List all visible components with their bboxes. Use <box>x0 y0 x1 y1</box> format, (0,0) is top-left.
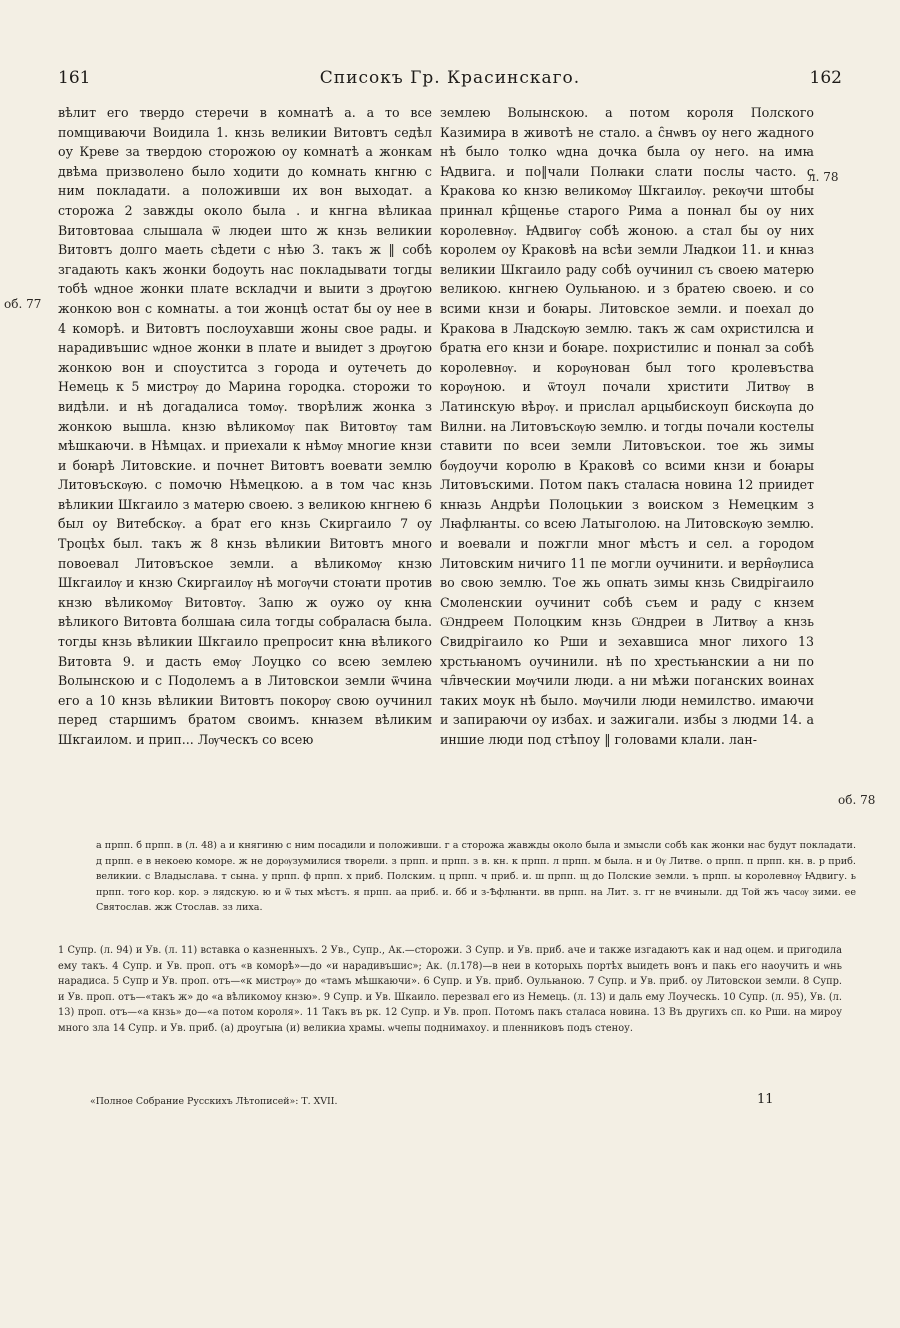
margin-note-right-top: л. 78 <box>808 170 839 184</box>
footnotes <box>58 943 842 1037</box>
right-column-text: землею Волынскою. а потом короля Полского Казимира в животѣ не стало. а с̑нѡвъ оу него жадного нѣ было толко ѡдна дочка была оу него. на имꙗ Ꙗдвига. и по‖чали Полꙗки слати послы часто. с Кракова ко кнзю великомѹ Шкгаилѹ. рекѹчи штобы принꙗл кр̑щенье старого Рима а понꙗл бы оу них королевнѹ. Ꙗдвигѹ собѣ жоною. а стал бы оу них королем оу Краковѣ на всѣи земли Лꙗдкои 11. и кнꙗз великии Шкгаило раду собѣ оучинил съ своею матерю великою. кнгнею Оульꙗною. и з братею своею. и со всими кнзи и боꙗры. Литовское земли. и поехал до Кракова в Лꙗдскѹю землю. такъ ж сам охристилсꙗ и братꙗ его кнзи и боꙗре. похристилис и понꙗл за собѣ королевнѹ. и корѹнован был того кролевъства корѹною. и ѿтоул почали христити Литвѹ в Латинскую вѣрѹ. и прислал арцыбискоуп бискѹпа до Вилни. на Литовъскѹю землю. и тогды почали костелы ставити по всеи земли Литовъскои. тое жь зимы бѹдоучи королю в Краковѣ со всими кнзи и боꙗры Литовъскими. Потом пакъ сталасꙗ новина 12 приидет кнꙗзь Андрѣи Полоцькии з воиском з Немецким з Лꙗфлꙗнты. со всею Латыголою. на Литовскѹю землю. и воевали и пожгли мног мѣстъ и сел. а городом Литовским ничиго 11 пе могли оучинити. и верн̑ѹлиса во свою землю. Тое жь опꙗть зимы кнзь Свидрігаило Смоленскии оучинит собѣ съем и раду с кнзем Ѡндреем Полоцким кнзь Ѡндреи в Литвѹ а кнзь Свидрігаило ко Рши и зехавшиса мног лихого 13 хрстьꙗномъ оучинили. нѣ по хрестьꙗнскии а ни по чл̑вческии мѹчили люди. а ни мѣжи поганских воинах таких моук нѣ было. мѹчили люди немилство. имаючи и запираючи оу избах. и зажигали. избы з людми 14. а иншие люди под стѣпоу ‖ головами клали. лан- <box>440 105 814 747</box>
margin-note-left: об. 77 <box>4 297 42 311</box>
variant-notes <box>96 838 856 916</box>
page-header <box>58 68 842 92</box>
footnotes-text: 1 Супр. (л. 94) и Ув. (л. 11) вставка о казненныхъ. 2 Ув., Супр., Ак.—сторожи. 3 Супр. и Ув. приб. аче и также изгадаютъ как и над оцем. и пригодила ему такъ. 4 Супр. и Ув. проп. отъ «в коморѣ»—до «и нарадивъшис»; Ак. (л.178)—в неи в которыхь портѣх выидеть вонъ и пакь его наоучить и ѡнь нарадиса. 5 Супр и Ув. проп. отъ—«к мистрѹ» до «тамъ мѣшкаючи». 6 Супр. и Ув. приб. Оульꙗною. 7 Супр. и Ув. приб. оу Литовскои земли. 8 Супр. и Ув. проп. отъ—«такъ ж» до «а вѣликомоу кнзю». 9 Супр. и Ув. Шкаило. перезвал его из Немець. (л. 13) и даль ему Лоуческь. 10 Супр. (л. 95), Ув. (л. 13) проп. отъ—«а кнзь» до—«а потом короля». 11 Такъ въ рк. 12 Супр. и Ув. проп. Потомъ пакъ сталаса новина. 13 Въ другихъ сп. ко Рши. на мироу много зла 14 Супр. и Ув. приб. (а) дроугыꙗ (и) великиа храмы. ѡчепы поднимахоу. и пленниковъ подъ стеноу. <box>58 945 842 1034</box>
left-column-text: вѣлит его твердо стеречи в комнатѣ а. а то все помщиваючи Воидила 1. кнзь великии Витовтъ седѣл оу Креве за твердою сторожою оу комнатѣ а жонкам двѣма призволено было ходити до комнать кнгню с ним покладати. а положивши их вон выходат. а сторожа 2 завжды около была . и кнгна вѣликаа Витовтоваа слышала ѿ людеи што ж кнзь великии Витовтъ долго маеть сѣдети с нѣю 3. такъ ж ‖ собѣ згадають какъ жонки бодоуть нас покладывати тогды тобѣ ѡдное жонки плате вскладчи и выити з дрѹгою жонкою вон с комнаты. а тои жонцѣ остат бы оу нее в 4 коморѣ. и Витовтъ послоухавши жоны свое рады. и нарадивъшис ѡдное жонки в плате и выидет з дрѹгою жонкою вон и споуститса з города и оутечеть до Немець к 5 мистрѹ до Марина городка. сторожи то видѣли. и нѣ догадалиса томѹ. творѣлиж жонка з жонкою вышла. кнзю вѣликомѹ пак Витовтѹ там мѣшкаючи. в Нѣмцах. и приехали к нѣмѹ многие кнзи и боꙗрѣ Литовские. и почнет Витовтъ воевати землю Литовъскѹю. с помочю Нѣмецкою. а в том час кнзь вѣликии Шкгаило з матерю своею. з великою кнгнею 6 был оу Витебскѹ. а брат его кнзь Скиргаило 7 оу Троцѣх был. такъ ж 8 кнзь вѣликии Витовтъ много повоевал Литовъское земли. а вѣликомѹ кнзю Шкгаилѹ и кнзю Скиргаилѹ нѣ могѹчи стоꙗти против кнзю вѣликомѹ Витовтѹ. Запю ж оужо оу кнꙗ вѣликого Витовта болшаꙗ сила тогды собраласꙗ была. тогды кнзь вѣликии Шкгаило препросит кнꙗ вѣликого Витовта 9. и дасть емѹ Лоуцко со всею землею Волынскою и с Подолемъ а в Литовскои земли ѿчина его а 10 кнзь вѣликии Витовтъ покорѹ свою оучинил перед старшимъ братом своимъ. кнꙗзем вѣликим Шкгаилом. и прип... Лѹческъ со всею <box>58 105 432 747</box>
left-text-column <box>58 103 432 821</box>
sheet-number: 11 <box>757 1092 774 1107</box>
page-number-right: 162 <box>809 68 842 88</box>
page-number-left: 161 <box>58 68 91 88</box>
right-text-column <box>440 103 814 821</box>
source-note: «Полное Собрание Русскихъ Лѣтописей»: Т. XVII. <box>90 1096 338 1107</box>
margin-note-right-bottom: об. 78 <box>838 793 876 807</box>
running-title: Списокъ Гр. Красинскаго. <box>319 68 581 88</box>
variant-notes-text: а прпп. б прпп. в (л. 48) а и княгиню с ним посадили и положивши. г а сторожа жавжды около была и змысли собѣ как жонки нас будут покладати. д прпп. е в некоею коморе. ж не дорѹзумилися творели. з прпп. и прпп. з в. кн. к прпп. л прпп. м была. н и Ѹ Литве. о прпп. п прпп. кн. в. р приб. великии. с Владыслава. т сына. у прпп. ф прпп. х приб. Полским. ц прпп. ч приб. и. ш прпп. щ до Полские земли. ъ прпп. ы королевнѹ Ꙗдвигу. ь прпп. того кор. кор. э лядскую. ю и ѿ тых мѣстъ. я прпп. аа приб. и. бб и з-Ѣфлꙗнти. вв прпп. на Лит. з. гг не вчиныли. дд Той жъ часѹ зими. ее Святослав. жж Стослав. зз лиха. <box>96 840 856 913</box>
